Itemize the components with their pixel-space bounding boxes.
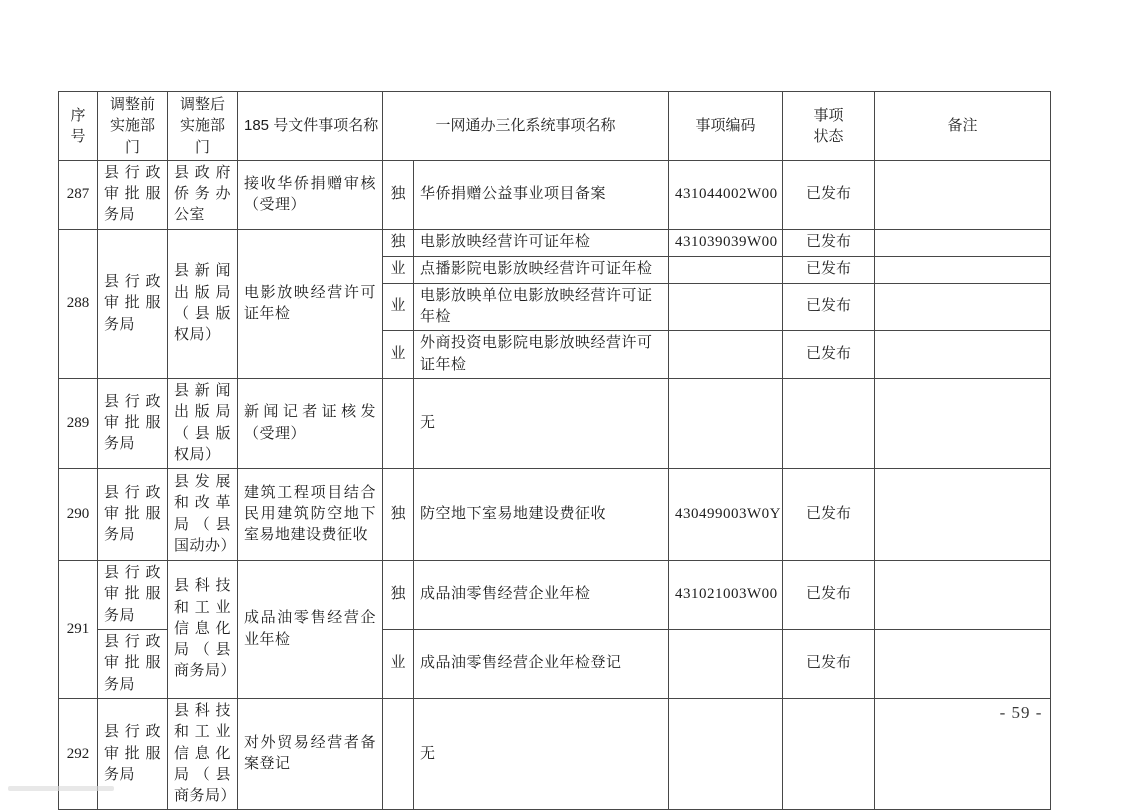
header-line: 实施部门	[179, 117, 225, 156]
status-cell: 已发布	[783, 229, 875, 256]
system-name-cell: 成品油零售经营企业年检登记	[414, 630, 669, 699]
col-header-remark: 备注	[875, 92, 1051, 161]
before-dept-cell: 县行政审批服务局	[98, 229, 168, 378]
status-cell	[783, 378, 875, 468]
status-cell: 已发布	[783, 160, 875, 229]
remark-cell	[875, 331, 1051, 379]
adjustment-items-table	[58, 91, 1051, 810]
remark-cell	[875, 256, 1051, 283]
col-header-code: 事项编码	[669, 92, 783, 161]
table-row	[59, 469, 1051, 561]
scan-artifact	[8, 786, 114, 791]
table-row	[59, 378, 1051, 468]
seq-cell: 290	[59, 469, 98, 561]
item-code-cell	[669, 331, 783, 379]
status-cell: 已发布	[783, 283, 875, 331]
item-type-cell: 业	[383, 256, 414, 283]
col-header-status	[783, 92, 875, 161]
col-header-before-dept	[98, 92, 168, 161]
doc185-name-cell: 接收华侨捐赠审核（受理）	[238, 160, 383, 229]
before-dept-cell: 县行政审批服务局	[98, 630, 168, 699]
after-dept-cell: 县政府侨务办公室	[168, 160, 238, 229]
item-code-cell	[669, 378, 783, 468]
item-code-cell	[669, 256, 783, 283]
remark-cell	[875, 378, 1051, 468]
system-name-cell: 无	[414, 698, 669, 809]
header-line: 状态	[813, 127, 844, 145]
before-dept-cell: 县行政审批服务局	[98, 378, 168, 468]
table-row	[59, 160, 1051, 229]
seq-cell: 291	[59, 561, 98, 699]
seq-cell: 289	[59, 378, 98, 468]
before-dept-cell: 县行政审批服务局	[98, 561, 168, 630]
system-name-cell: 防空地下室易地建设费征收	[414, 469, 669, 561]
col-header-seq: 序号	[59, 92, 98, 161]
before-dept-cell: 县行政审批服务局	[98, 469, 168, 561]
item-code-cell: 430499003W0Y	[669, 469, 783, 561]
item-code-cell	[669, 283, 783, 331]
item-type-cell	[383, 378, 414, 468]
system-name-cell: 成品油零售经营企业年检	[414, 561, 669, 630]
system-name-cell: 华侨捐赠公益事业项目备案	[414, 160, 669, 229]
item-type-cell: 独	[383, 229, 414, 256]
remark-cell	[875, 160, 1051, 229]
system-name-cell: 无	[414, 378, 669, 468]
item-type-cell: 独	[383, 469, 414, 561]
header-line: 实施部门	[109, 117, 155, 156]
item-type-cell: 独	[383, 160, 414, 229]
after-dept-cell: 县新闻出版局（县版权局）	[168, 378, 238, 468]
item-code-cell: 431021003W00	[669, 561, 783, 630]
seq-cell: 287	[59, 160, 98, 229]
col-header-after-dept	[168, 92, 238, 161]
item-type-cell: 业	[383, 331, 414, 379]
remark-cell	[875, 229, 1051, 256]
system-name-cell: 电影放映单位电影放映经营许可证年检	[414, 283, 669, 331]
remark-cell	[875, 469, 1051, 561]
doc185-name-cell: 成品油零售经营企业年检	[238, 561, 383, 699]
page-number: - 59 -	[999, 703, 1043, 722]
after-dept-cell: 县发展和改革局（县国动办）	[168, 469, 238, 561]
doc185-name-cell: 建筑工程项目结合民用建筑防空地下室易地建设费征收	[238, 469, 383, 561]
after-dept-cell: 县新闻出版局（县版权局）	[168, 229, 238, 378]
item-type-cell: 独	[383, 561, 414, 630]
system-name-cell: 点播影院电影放映经营许可证年检	[414, 256, 669, 283]
item-code-cell: 431039039W00	[669, 229, 783, 256]
doc185-name-cell: 新闻记者证核发（受理）	[238, 378, 383, 468]
col-header-system-name: 一网通办三化系统事项名称	[383, 92, 669, 161]
header-line: 事项	[813, 106, 844, 124]
before-dept-cell: 县行政审批服务局	[98, 698, 168, 809]
remark-cell	[875, 630, 1051, 699]
item-type-cell	[383, 698, 414, 809]
status-cell	[783, 698, 875, 809]
header-line: 调整后	[179, 96, 225, 113]
status-cell: 已发布	[783, 630, 875, 699]
remark-cell	[875, 283, 1051, 331]
remark-cell	[875, 561, 1051, 630]
before-dept-cell: 县行政审批服务局	[98, 160, 168, 229]
header-line: 调整前	[109, 96, 155, 113]
after-dept-cell: 县科技和工业信息化局（县商务局）	[168, 561, 238, 699]
item-code-cell	[669, 630, 783, 699]
doc185-name-cell: 电影放映经营许可证年检	[238, 229, 383, 378]
status-cell: 已发布	[783, 256, 875, 283]
status-cell: 已发布	[783, 469, 875, 561]
table-row	[59, 229, 1051, 256]
status-cell: 已发布	[783, 561, 875, 630]
status-cell: 已发布	[783, 331, 875, 379]
seq-cell: 288	[59, 229, 98, 378]
table-header-row	[59, 92, 1051, 161]
item-type-cell: 业	[383, 283, 414, 331]
seq-cell: 292	[59, 698, 98, 809]
doc185-name-cell: 对外贸易经营者备案登记	[238, 698, 383, 809]
item-code-cell	[669, 698, 783, 809]
item-type-cell: 业	[383, 630, 414, 699]
system-name-cell: 电影放映经营许可证年检	[414, 229, 669, 256]
after-dept-cell: 县科技和工业信息化局（县商务局）	[168, 698, 238, 809]
table-row	[59, 698, 1051, 809]
system-name-cell: 外商投资电影院电影放映经营许可证年检	[414, 331, 669, 379]
table-row	[59, 561, 1051, 630]
item-code-cell: 431044002W00	[669, 160, 783, 229]
col-header-doc185-name: 185 号文件事项名称	[238, 92, 383, 161]
